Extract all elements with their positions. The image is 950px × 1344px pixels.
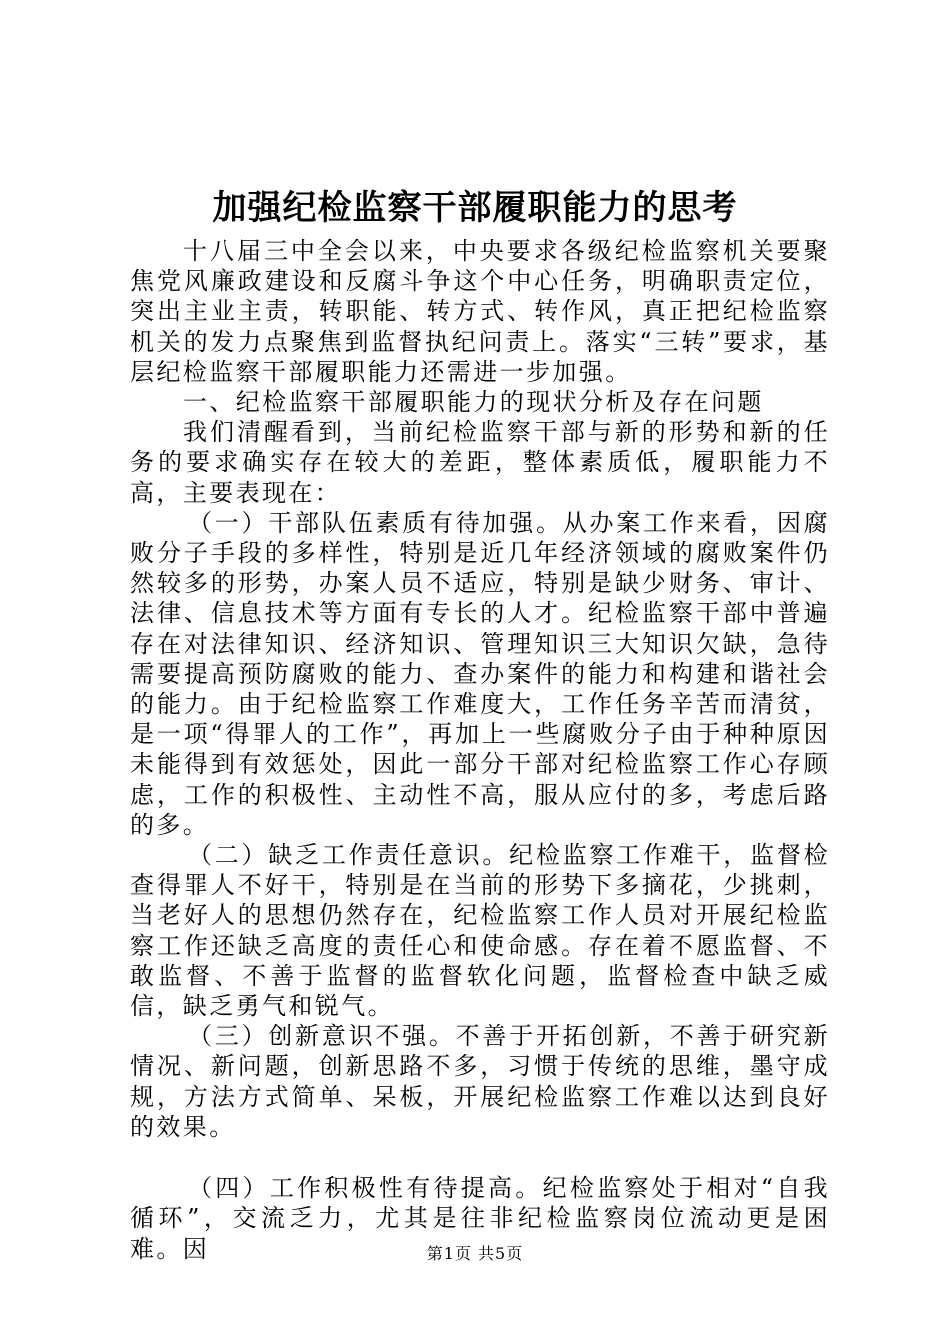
paragraph-item-2: （二）缺乏工作责任意识。纪检监察工作难干，监督检查得罪人不好干，特别是在当前的形势下多摘花，少挑刺，当老好人的思想仍然存在，纪检监察工作人员对开展纪检监察工作还缺乏高度的责任心和使命感。存在着不愿监督、不敢监督、不善于监督的监督软化问题，监督检查中缺乏威信，缺乏勇气和锐气。 [130, 841, 830, 1021]
paragraph-item-1: （一）干部队伍素质有待加强。从办案工作来看，因腐败分子手段的多样性，特别是近几年经济领域的腐败案件仍然较多的形势，办案人员不适应，特别是缺少财务、审计、法律、信息技术等方面有专长的人才。纪检监察干部中普遍存在对法律知识、经济知识、管理知识三大知识欠缺，急待需要提高预防腐败的能力、查办案件的能力和构建和谐社会的能力。由于纪检监察工作难度大，工作任务辛苦而清贫，是一项“得罪人的工作”，再加上一些腐败分子由于种种原因未能得到有效惩处，因此一部分干部对纪检监察工作心存顾虑，工作的积极性、主动性不高，服从应付的多，考虑后路的多。 [130, 508, 830, 839]
paragraph-item-3: （三）创新意识不强。不善于开拓创新，不善于研究新情况、新问题，创新思路不多，习惯于传统的思维，墨守成规，方法方式简单、呆板，开展纪检监察工作难以达到良好的效果。 [130, 1022, 830, 1141]
document-body [130, 236, 830, 1264]
section-heading-1: 一、纪检监察干部履职能力的现状分析及存在问题 [183, 388, 764, 417]
paragraph-gap [130, 1142, 830, 1173]
paragraph-item-4: （四）工作积极性有待提高。纪检监察处于相对“自我循环”，交流乏力，尤其是往非纪检监察岗位流动更是困难。因 [130, 1174, 830, 1263]
document-title: 加强纪检监察干部履职能力的思考 [212, 188, 738, 228]
paragraph-overview: 我们清醒看到，当前纪检监察干部与新的形势和新的任务的要求确实存在较大的差距，整体素质低，履职能力不高，主要表现在： [130, 418, 830, 507]
page-footer: 第1页 共5页 [426, 1244, 524, 1263]
paragraph-intro: 十八届三中全会以来，中央要求各级纪检监察机关要聚焦党风廉政建设和反腐斗争这个中心任务，明确职责定位，突出主业主责，转职能、转方式、转作风，真正把纪检监察机关的发力点聚焦到监督执纪问责上。落实“三转”要求，基层纪检监察干部履职能力还需进一步加强。 [130, 237, 830, 386]
